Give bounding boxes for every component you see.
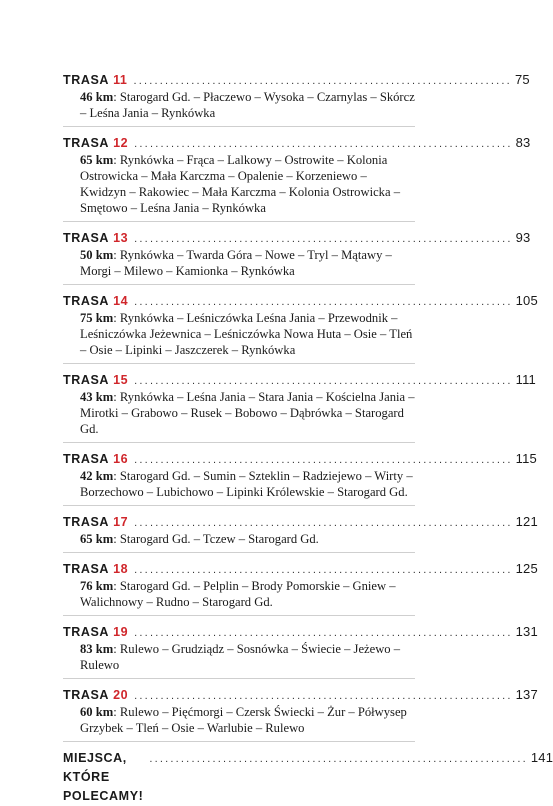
- page-number: 83: [515, 135, 531, 150]
- page-number: 105: [515, 293, 538, 308]
- page-number: 141: [530, 750, 553, 765]
- route-description: [63, 531, 415, 547]
- page-number: 93: [515, 230, 531, 245]
- route-number: 17: [113, 515, 129, 529]
- route-distance: 50 km: [80, 248, 114, 262]
- table-of-contents: [63, 68, 553, 803]
- page-number: 131: [515, 624, 538, 639]
- route-stops: : Starogard Gd. – Sumin – Szteklin – Radziejewo – Wirty – Borzechowo – Lubichowo – Lipinki Królewskie – Starogard Gd.: [80, 469, 413, 499]
- entry-label: TRASA: [63, 515, 110, 529]
- route-number: 13: [113, 231, 129, 245]
- entry-heading: [63, 559, 538, 578]
- entry-heading: [63, 133, 531, 152]
- route-description: [63, 704, 415, 736]
- dot-leader: ........................................................................: [134, 690, 513, 702]
- page-number: 111: [515, 372, 536, 387]
- route-distance: 83 km: [80, 642, 114, 656]
- route-distance: 65 km: [80, 532, 114, 546]
- page-number: 75: [514, 72, 530, 87]
- route-distance: 46 km: [80, 90, 114, 104]
- entry-label: MIEJSCA, KTÓRE POLECAMY!: [63, 751, 144, 803]
- entry-heading: [63, 449, 537, 468]
- toc-entry-trasa-14[interactable]: [63, 289, 538, 364]
- entry-heading: [63, 748, 553, 803]
- dot-leader: ........................................................................: [134, 375, 513, 387]
- route-stops: : Rynkówka – Leśniczówka Leśna Jania – Przewodnik – Leśniczówka Jeżewnica – Leśniczówka Nowa Huta – Osie – Tleń – Osie – Lipinki – Jaszczerek – Rynkówka: [80, 311, 413, 357]
- toc-entry-trasa-12[interactable]: [63, 131, 531, 222]
- route-description: [63, 89, 415, 121]
- page-number: 121: [515, 514, 538, 529]
- route-number: 20: [113, 688, 129, 702]
- route-stops: : Starogard Gd. – Tczew – Starogard Gd.: [113, 532, 319, 546]
- route-description: [63, 468, 415, 500]
- route-number: 19: [113, 625, 129, 639]
- page-number: 137: [515, 687, 538, 702]
- route-number: 18: [113, 562, 129, 576]
- route-description: [63, 641, 415, 673]
- toc-entry-trasa-18[interactable]: [63, 557, 538, 616]
- route-distance: 43 km: [80, 390, 114, 404]
- entry-heading: [63, 370, 536, 389]
- dot-leader: ........................................................................: [134, 233, 513, 245]
- route-stops: : Rynkówka – Twarda Góra – Nowe – Tryl – Mątawy – Morgi – Milewo – Kamionka – Rynkówka: [80, 248, 392, 278]
- route-distance: 42 km: [80, 469, 114, 483]
- entry-heading: [63, 622, 538, 641]
- entry-label: TRASA: [63, 452, 110, 466]
- entry-heading: [63, 512, 538, 531]
- route-description: [63, 578, 415, 610]
- route-stops: : Starogard Gd. – Pelplin – Brody Pomorskie – Gniew – Walichnowy – Rudno – Starogard Gd.: [80, 579, 396, 609]
- route-stops: : Rulewo – Grudziądz – Sosnówka – Świecie – Jeżewo – Rulewo: [80, 642, 401, 672]
- route-description: [63, 152, 415, 216]
- entry-heading: [63, 228, 531, 247]
- entry-heading: [63, 291, 538, 310]
- dot-leader: ........................................................................: [134, 564, 513, 576]
- dot-leader: ........................................................................: [134, 296, 513, 308]
- dot-leader: ........................................................................: [134, 627, 513, 639]
- route-distance: 76 km: [80, 579, 114, 593]
- dot-leader: ........................................................................: [134, 138, 513, 150]
- route-number: 11: [113, 73, 128, 87]
- route-stops: : Rulewo – Pięćmorgi – Czersk Świecki – Żur – Półwysep Grzybek – Tleń – Osie – Warlubie – Rulewo: [80, 705, 407, 735]
- page-number: 115: [515, 451, 537, 466]
- route-stops: : Starogard Gd. – Płaczewo – Wysoka – Czarnylas – Skórcz – Leśna Jania – Rynkówka: [80, 90, 415, 120]
- route-number: 14: [113, 294, 129, 308]
- route-description: [63, 247, 415, 279]
- route-distance: 65 km: [80, 153, 114, 167]
- toc-entry-trasa-11[interactable]: [63, 68, 530, 127]
- entry-label: TRASA: [63, 73, 110, 87]
- toc-entry-trasa-13[interactable]: [63, 226, 531, 285]
- entry-heading: [63, 70, 530, 89]
- toc-entry-trasa-15[interactable]: [63, 368, 536, 443]
- toc-entry-trasa-17[interactable]: [63, 510, 538, 553]
- route-number: 12: [113, 136, 129, 150]
- dot-leader: ........................................................................: [134, 454, 513, 466]
- entry-label: TRASA: [63, 294, 110, 308]
- toc-entry-miejsca[interactable]: [63, 746, 553, 803]
- route-description: [63, 310, 415, 358]
- route-number: 16: [113, 452, 129, 466]
- page-number: 125: [515, 561, 538, 576]
- route-stops: : Rynkówka – Frąca – Lalkowy – Ostrowite – Kolonia Ostrowicka – Mała Karczma – Opalenie – Korzeniewo – Kwidzyn – Rakowiec – Mała Karczma – Kolonia Ostrowicka – Smętowo – Leśna Jania – Rynkówka: [80, 153, 400, 215]
- route-distance: 60 km: [80, 705, 114, 719]
- dot-leader: ........................................................................: [149, 753, 528, 765]
- entry-label: TRASA: [63, 136, 110, 150]
- toc-entry-trasa-20[interactable]: [63, 683, 538, 742]
- entry-label: TRASA: [63, 231, 110, 245]
- toc-entry-trasa-16[interactable]: [63, 447, 537, 506]
- route-description: [63, 389, 415, 437]
- route-number: 15: [113, 373, 129, 387]
- entry-label: TRASA: [63, 625, 110, 639]
- entry-label: TRASA: [63, 688, 110, 702]
- entry-heading: [63, 685, 538, 704]
- dot-leader: ........................................................................: [133, 75, 512, 87]
- entry-label: TRASA: [63, 562, 110, 576]
- route-distance: 75 km: [80, 311, 114, 325]
- entry-label: TRASA: [63, 373, 110, 387]
- toc-entry-trasa-19[interactable]: [63, 620, 538, 679]
- dot-leader: ........................................................................: [134, 517, 513, 529]
- route-stops: : Rynkówka – Leśna Jania – Stara Jania – Kościelna Jania – Mirotki – Grabowo – Rusek – Bobowo – Dąbrówka – Starogard Gd.: [80, 390, 415, 436]
